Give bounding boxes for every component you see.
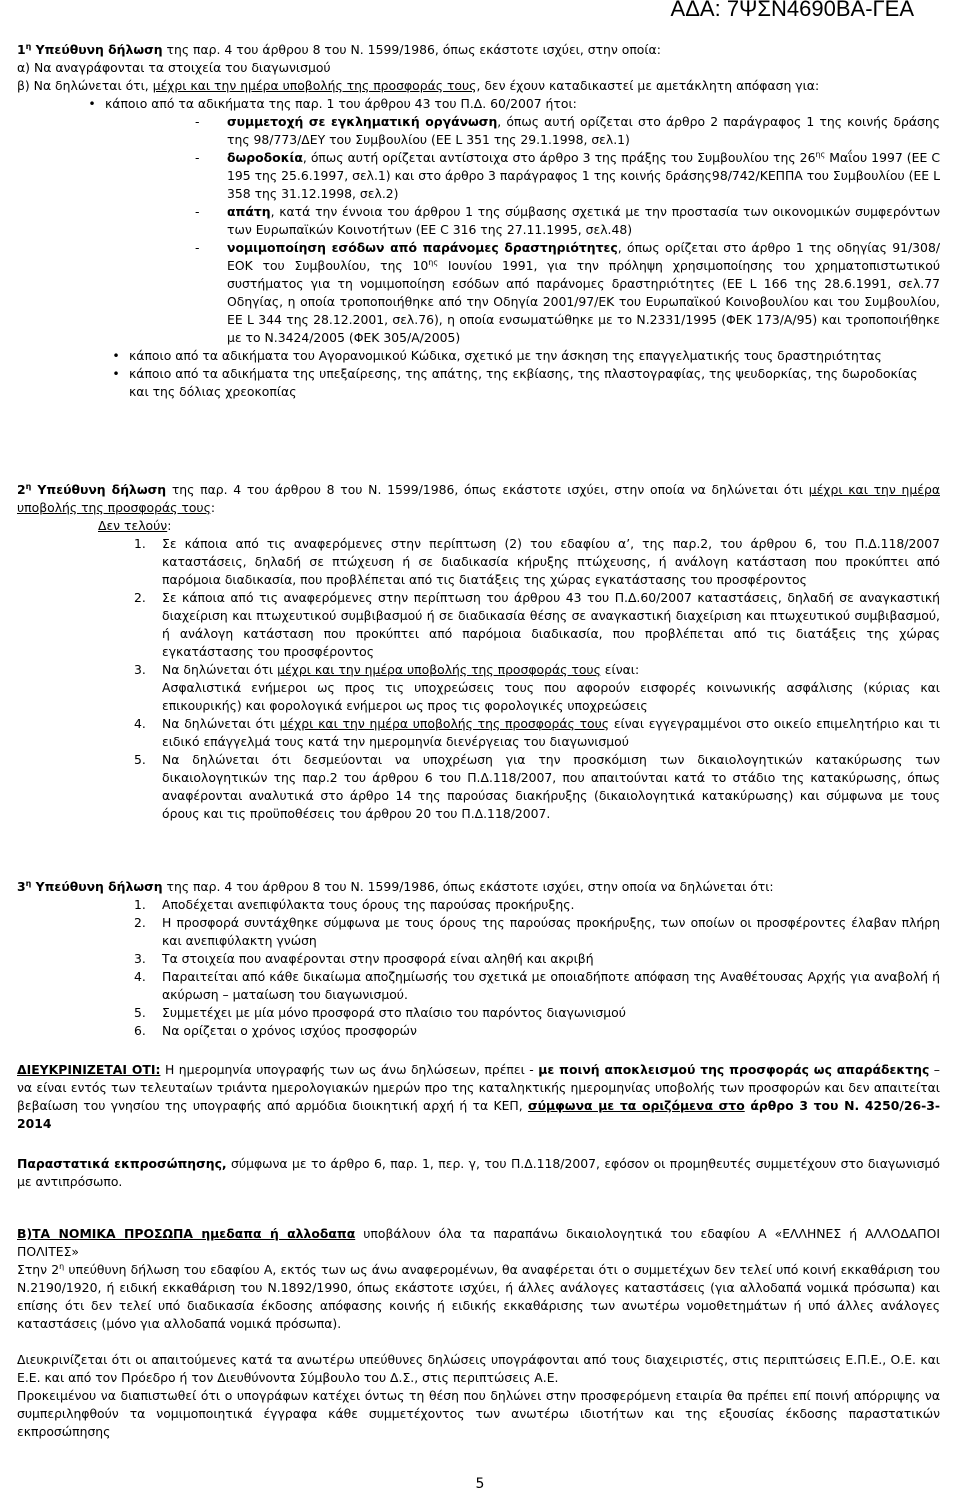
decl1-dash-2: - δωροδοκία, όπως αυτή ορίζεται αντίστοιχα στο άρθρο 3 της πράξης του Συμβουλίου της $26^{\eta\varsigma}$ Μαΐου 1997 (ΕΕ C 195 της 25.6.1997, σελ.1) και στο άρθρο 3 παράγραφος 1 της κοινής δράσης98/742/ΚΕΠΠΑ του Συμβουλίου (ΕΕ L 358 της 31.12.1998, σελ.2) <box>195 149 941 201</box>
decl1-line-a: α) Να αναγράφονται τα στοιχεία του διαγωνισμού <box>17 60 331 75</box>
decl2-not-label: Δεν τελούν: <box>98 518 172 533</box>
decl3-item-1: 1. Αποδέχεται ανεπιφύλακτα τους όρους της παρούσας προκήρυξης. <box>134 897 575 912</box>
decl2-item-4: 4. Να δηλώνεται ότι μέχρι και την ημέρα υποβολής της προσφοράς τους είναι εγγεγραμμένοι στο οικείο επιμελητήριο και τι ειδικό επάγγελμά τους κατά την ημερομηνία διενέργειας του διαγωνισμού <box>134 716 940 749</box>
decl2-item-5: 5. Να δηλώνεται ότι δεσμεύονται να υποχρέωση για την προσκόμιση των δικαιολογητικών κατακύρωσης των δικαιολογητικών της παρ.2 του άρθρου 6 του Π.Δ.118/2007, που απαιτούνται κατά το στάδιο της κατακύρωσης, όπως αναφέρονται αναλυτικά στο άρθρο 14 της παρούσας διακήρυξης (δικαιολογητικά κατακύρωσης) και σύμφωνα με τους όρους και τις προϋποθέσεις του άρθρου 20 του Π.Δ.118/2007. <box>134 752 940 821</box>
decl1-intro: $1^\eta$ Υπεύθυνη δήλωση της παρ. 4 του άρθρου 8 του Ν. 1599/1986, όπως εκάστοτε ισχύει, στην οποία: <box>17 41 661 57</box>
decl3-item-3: 3. Τα στοιχεία που αναφέρονται στην προσφορά είναι αληθή και ακριβή <box>134 951 594 966</box>
ada-code: ΑΔΑ: 7ΨΣΝ4690ΒΑ-ΓΕΑ <box>670 0 914 21</box>
page-number: 5 <box>475 1476 485 1492</box>
clarification-label: ΔΙΕΥΚΡΙΝΙΖΕΤΑΙ ΟΤΙ: <box>17 1062 161 1077</box>
decl1-line-b: β) Να δηλώνεται ότι, μέχρι και την ημέρα υποβολής της προσφοράς τους, δεν έχουν καταδικαστεί με αμετάκλητη απόφαση για: <box>17 78 820 93</box>
representation-label: Παραστατικά εκπροσώπησης, <box>17 1156 227 1171</box>
decl1-dash-1: - συμμετοχή σε εγκληματική οργάνωση, όπως αυτή ορίζεται στο άρθρο 2 παράγραφος 1 της κοινής δράσης της 98/773/ΔΕΥ του Συμβουλίου (ΕΕ L 351 της 29.1.1998, σελ.1) <box>195 114 940 147</box>
decl1-dash-4: - νομιμοποίηση εσόδων από παράνομες δραστηριότητες, όπως ορίζεται στο άρθρο 1 της οδηγίας 91/308/ΕΟΚ του Συμβουλίου, της $10^{\eta\varsigma}$ Ιουνίου 1991, για την πρόληψη χρησιμοποίησης του χρηματοπιστωτικού συστήματος για τη νομιμοποίηση εσόδων από παράνομες δραστηριότητες (ΕΕ L 166 της 28.6.1991, σελ.77 Οδηγίας, η οποία τροποποιήθηκε από την Οδηγία 2001/97/ΕΚ του Ευρωπαϊκού Κοινοβουλίου και του Συμβουλίου, ΕΕ L 344 της 28.12.2001, σελ.76), η οποία ενσωματώθηκε με το Ν.2331/1995 (ΦΕΚ 173/Α/95) και τροποποιήθηκε με το Ν.3424/2005 (ΦΕΚ 305/Α/2005) <box>195 240 941 345</box>
decl2-title: Υπεύθυνη δήλωση <box>37 482 167 497</box>
decl1-bullet-3: • κάποιο από τα αδικήματα της υπεξαίρεσης, της απάτης, της εκβίασης, της πλαστογραφίας, της ψευδορκίας, της δωροδοκίας και της δόλιας χρεοκοπίας <box>103 365 940 401</box>
clarification: ΔΙΕΥΚΡΙΝΙΖΕΤΑΙ ΟΤΙ: Η ημερομηνία υπογραφής των ως άνω δηλώσεων, πρέπει - με ποινή αποκλεισμού της προσφοράς ως απαράδεκτης –να είναι εντός των τελευταίων τριάντα ημερολογιακών ημερών προ της καταληκτικής ημερομηνίας υποβολής των προσφορών και δεν απαιτείται βεβαίωση του γνησίου της υπογραφής από αρμόδια διοικητική αρχή ή τα ΚΕΠ, σύμφωνα με τα οριζόμενα στο άρθρο 3 του Ν. 4250/26-3-2014 <box>17 1062 941 1131</box>
bullet-icon: • <box>112 366 120 381</box>
decl2-item-3: 3. Να δηλώνεται ότι μέχρι και την ημέρα υποβολής της προσφοράς τους είναι: Ασφαλιστικά ενήμεροι ως προς τις υποχρεώσεις τους που αφορούν εισφορές κοινωνικής ασφάλισης (κύριας και επικουρικής) και φορολογικά ενήμεροι ως προς τις φορολογικές υποχρεώσεις <box>134 662 940 713</box>
decl1-dash-3: - απάτη, κατά την έννοια του άρθρου 1 της σύμβασης σχετικά με την προστασία των οικονομικών συμφερόντων των Ευρωπαϊκών Κοινοτήτων (ΕΕ C 316 της 27.11.1995, σελ.48) <box>195 204 940 237</box>
decl1-title: Υπεύθυνη δήλωση <box>35 42 163 57</box>
decl2-item-2: 2. Σε κάποια από τις αναφερόμενες στην περίπτωση του άρθρου 43 του Π.Δ.60/2007 καταστάσεις, δηλαδή σε αναγκαστική διαχείριση και πτωχευτικού συμβιβασμού ή σε διαδικασία θέσης σε αναγκαστική διαχείριση και πτωχευτικού συμβιβασμού, ή ανάλογη κατάσταση που προκύπτει από παρόμοια διαδικασία, που προβλέπεται από τις διατάξεις της χώρας εγκατάστασης του προσφέροντος <box>134 590 940 659</box>
decl2-intro: $2^\eta$ Υπεύθυνη δήλωση της παρ. 4 του άρθρου 8 του Ν. 1599/1986, όπως εκάστοτε ισχύει, στην οποία να δηλώνεται ότι μέχρι και την ημέρα υποβολής της προσφοράς τους: <box>17 481 940 515</box>
decl3-item-4: 4. Παραιτείται από κάθε δικαίωμα αποζημίωσής του σχετικά με οποιαδήποτε απόφαση της Αναθέτουσας Αρχής για αναβολή ή ακύρωση – ματαίωση του διαγωνισμού. <box>134 969 940 1002</box>
decl1-bullet-2: • κάποιο από τα αδικήματα του Αγορανομικού Κώδικα, σχετικό με την άσκηση της επαγγελματικής τους δραστηριότητας <box>103 347 940 365</box>
legal-heading: Β)ΤΑ ΝΟΜΙΚΑ ΠΡΟΣΩΠΑ ημεδαπα ή αλλοδαπα <box>17 1226 356 1241</box>
legal-entities: Β)ΤΑ ΝΟΜΙΚΑ ΠΡΟΣΩΠΑ ημεδαπα ή αλλοδαπα υποβάλουν όλα τα παραπάνω δικαιολογητικά του εδαφίου Α «ΕΛΛΗΝΕΣ ή ΑΛΛΟΔΑΠΟΙ ΠΟΛΙΤΕΣ» Στην $2^\eta$ υπεύθυνη δήλωση του εδαφίου Α, εκτός των ως άνω αναφερομένων, θα αναφέρεται ότι ο συμμετέχων δεν τελεί υπό κοινή εκκαθάριση του Ν.2190/1920, ή ειδική εκκαθάριση του Ν.1892/1990, όπως εκάστοτε ισχύει, ή άλλες ανάλογες καταστάσεις (για αλλοδαπά νομικά πρόσωπα) και επίσης ότι δεν τελεί υπό διαδικασία έκδοσης απόφασης κοινής ή ειδικής εκκαθάρισης των ανωτέρω νομοθετημάτων ή υπό άλλες ανάλογες καταστάσεις (μόνο για αλλοδαπά νομικά πρόσωπα). Διευκρινίζεται ότι οι απαιτούμενες κατά τα ανωτέρω υπεύθυνες δηλώσεις υπογράφονται από τους διαχειριστές, στις περιπτώσεις Ε.Π.Ε., Ο.Ε. και Ε.Ε. και από τον Πρόεδρο ή τον Διευθύνοντα Σύμβουλο του Δ.Σ., στις περιπτώσεις Α.Ε. Προκειμένου να διαπιστωθεί ότι ο υπογράφων κατέχει όντως τη θέση που δηλώνει στην προσφερόμενη εταιρία θα πρέπει επί ποινή απόρριψης να συμπεριληφθούν τα νομιμοποιητικά έγγραφα κάθε συμμετέχοντος των ανωτέρω ιδιοτήτων και της εξουσίας έκδοσης παραστατικών εκπροσώπησης <box>17 1226 940 1439</box>
decl3-title: Υπεύθυνη δήλωση <box>35 879 163 894</box>
decl1-bullet-1: • κάποιο από τα αδικήματα της παρ. 1 του άρθρου 43 του Π.Δ. 60/2007 ήτοι: <box>79 95 940 113</box>
bullet-icon: • <box>112 348 120 363</box>
decl3-intro: $3^\eta$ Υπεύθυνη δήλωση της παρ. 4 του άρθρου 8 του Ν. 1599/1986, όπως εκάστοτε ισχύει, στην οποία να δηλώνεται ότι: <box>17 878 774 894</box>
decl3-item-5: 5. Συμμετέχει με μία μόνο προσφορά στο πλαίσιο του παρόντος διαγωνισμού <box>134 1005 626 1020</box>
declaration-2 <box>17 481 940 823</box>
declaration-3 <box>17 878 940 1040</box>
decl3-item-6: 6. Να ορίζεται ο χρόνος ισχύος προσφορών <box>134 1023 417 1038</box>
declaration-1 <box>17 41 940 401</box>
representation: Παραστατικά εκπροσώπησης, σύμφωνα με το άρθρο 6, παρ. 1, περ. γ, του Π.Δ.118/2007, εφόσον οι προμηθευτές συμμετέχουν στο διαγωνισμό με αντιπρόσωπο. <box>17 1156 940 1189</box>
decl3-item-2: 2. Η προσφορά συντάχθηκε σύμφωνα με τους όρους της παρούσας προκήρυξης, των οποίων οι προσφέροντες έλαβαν πλήρη και ανεπιφύλακτη γνώση <box>134 915 940 948</box>
bullet-icon: • <box>88 96 96 111</box>
decl2-item-1: 1. Σε κάποια από τις αναφερόμενες στην περίπτωση (2) του εδαφίου α’, της παρ.2, του άρθρου 6, του Π.Δ.118/2007 καταστάσεις, δηλαδή σε πτώχευση ή σε διαδικασία κήρυξης πτώχευσης, ή ανάλογη κατάσταση που προκύπτει από παρόμοια διαδικασία, που προβλέπεται από τις διατάξεις της χώρας εγκατάστασης του προσφέροντος <box>134 536 940 587</box>
